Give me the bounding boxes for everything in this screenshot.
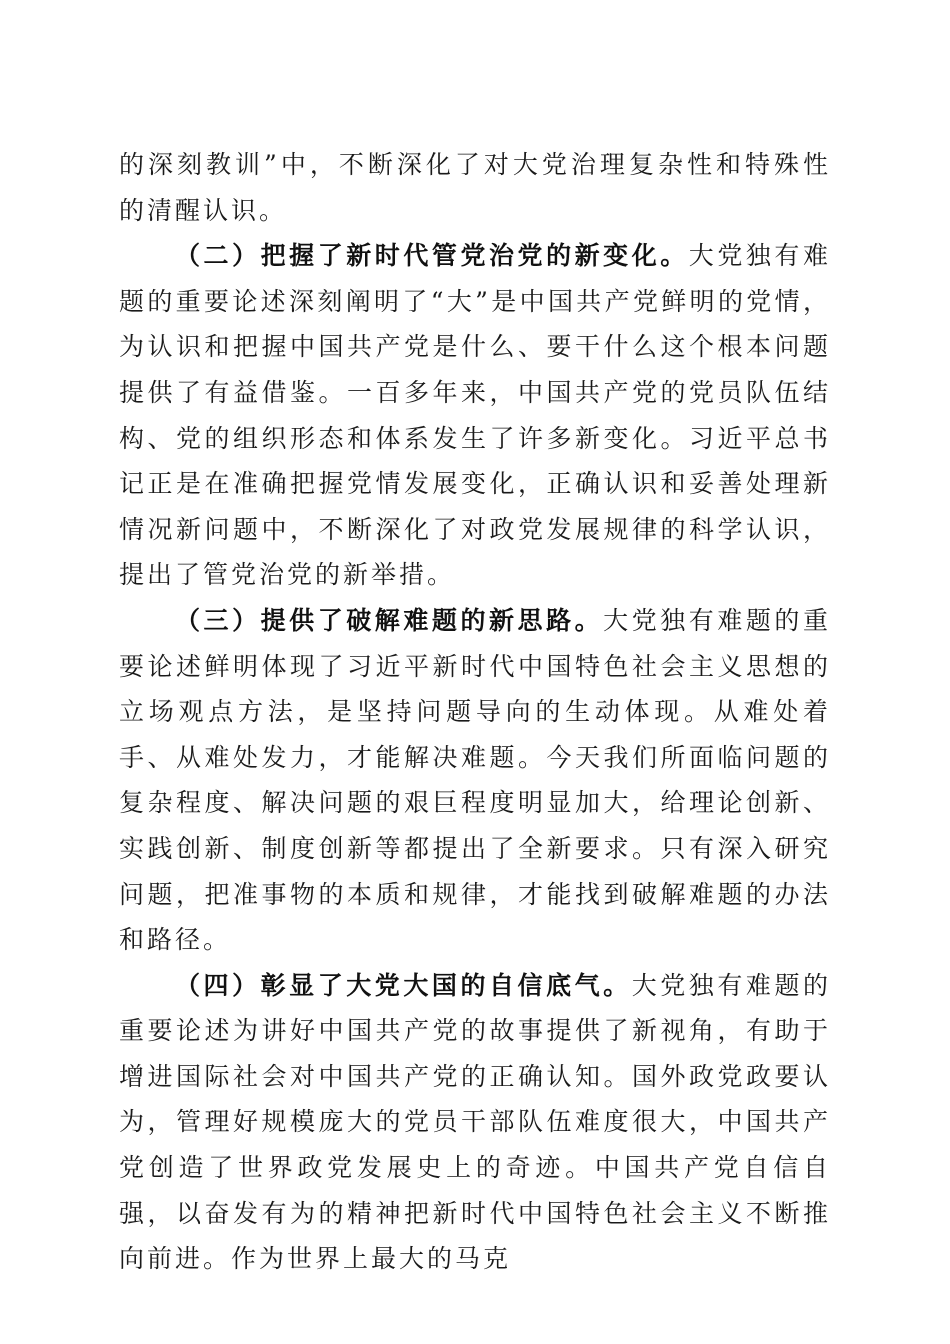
paragraph-text: 的深刻教训”中，不断深化了对大党治理复杂性和特殊性的清醒认识。 <box>119 150 831 225</box>
paragraph-section-3 <box>119 598 831 963</box>
section-heading: （二）把握了新时代管党治党的新变化。 <box>175 241 689 271</box>
paragraph-text: 大党独有难题的重要论述深刻阐明了“大”是中国共产党鲜明的党情，为认识和把握中国共产党是什么、要干什么这个根本问题提供了有益借鉴。一百多年来，中国共产党的党员队伍结构、党的组织形态和体系发生了许多新变化。习近平总书记正是在准确把握党情发展变化，正确认识和妥善处理新情况新问题中，不断深化了对政党发展规律的科学认识，提出了管党治党的新举措。 <box>119 241 831 590</box>
paragraph-continuation <box>119 142 831 233</box>
paragraph-section-2 <box>119 233 831 598</box>
paragraph-section-4 <box>119 963 831 1282</box>
section-heading: （四）彰显了大党大国的自信底气。 <box>175 970 632 1000</box>
section-heading: （三）提供了破解难题的新思路。 <box>175 605 604 635</box>
document-body <box>119 142 831 1282</box>
paragraph-text: 大党独有难题的重要论述鲜明体现了习近平新时代中国特色社会主义思想的立场观点方法，是坚持问题导向的生动体现。从难处着手、从难处发力，才能解决难题。今天我们所面临问题的复杂程度、解决问题的艰巨程度明显加大，给理论创新、实践创新、制度创新等都提出了全新要求。只有深入研究问题，把准事物的本质和规律，才能找到破解难题的办法和路径。 <box>119 605 831 955</box>
paragraph-text: 大党独有难题的重要论述为讲好中国共产党的故事提供了新视角，有助于增进国际社会对中国共产党的正确认知。国外政党政要认为，管理好规模庞大的党员干部队伍难度很大，中国共产党创造了世界政党发展史上的奇迹。中国共产党自信自强，以奋发有为的精神把新时代中国特色社会主义不断推向前进。作为世界上最大的马克 <box>119 970 831 1274</box>
